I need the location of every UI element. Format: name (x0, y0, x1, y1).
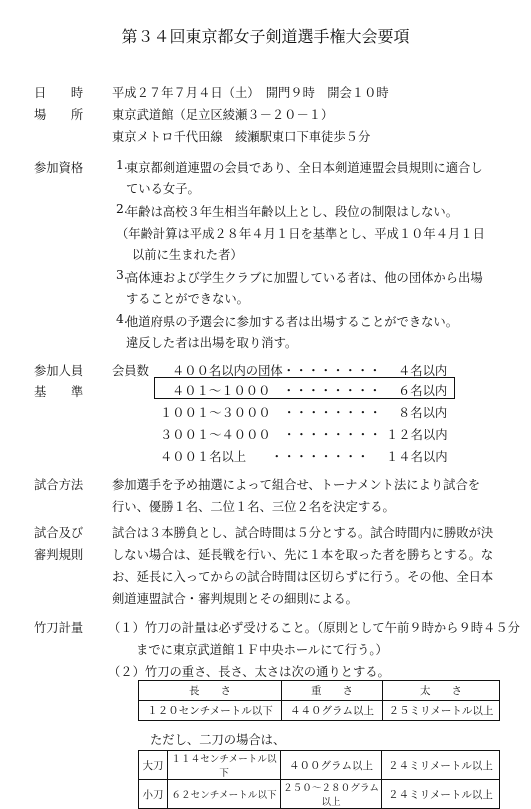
participant-row-2-count: ６名以内 (398, 384, 448, 398)
eligibility-item-2-line3: 以前に生まれた者） (132, 248, 243, 262)
shinai-spec-table (138, 680, 500, 721)
venue-label: 場 所 (34, 108, 84, 122)
eligibility-item-3-line1: 高体連および学生クラブに加盟している者は、他の団体から出場 (126, 271, 483, 285)
participant-row-4-count: １２名以内 (386, 428, 448, 442)
nito-length: １１４センチメートル以下 (168, 751, 281, 780)
schedule-text: 平成２７年７月４日（土） 開門９時 開会１０時 (112, 86, 389, 100)
rules-line4: 剣道連盟試合・審判規則とその細則による。 (112, 592, 358, 606)
venue-access: 東京メトロ千代田線 綾瀬駅東口下車徒歩５分 (112, 130, 371, 144)
members-header: 会員数 (112, 364, 149, 378)
nito-weight: ４００グラム以上 (281, 751, 382, 780)
eligibility-num-1: 1. (116, 158, 128, 172)
eligibility-num-3: 3. (116, 268, 128, 282)
rules-label-2: 審判規則 (34, 548, 84, 562)
eligibility-item-3-line2: することができない。 (126, 292, 249, 306)
participant-row-1-range: ４００名以内の団体・・・・・・・・ (172, 364, 382, 378)
nito-note: ただし、二刀の場合は、 (150, 733, 286, 747)
nito-width: ２４ミリメートル以上 (382, 780, 500, 809)
eligibility-item-2-line2: （年齢計算は平成２８年４月１日を基準とし、平成１０年４月１日 (116, 227, 485, 241)
participant-row-4-range: ３００１～４０００ ・・・・・・・・ (160, 428, 382, 442)
nito-kind: 大刀 (139, 751, 168, 780)
shinai-item1-line2: までに東京武道館１Ｆ中央ホールにて行う。） (136, 643, 388, 657)
eligibility-item-4-line1: 他道府県の予選会に参加する者は出場することができない。 (126, 315, 459, 329)
rules-line2: しない場合は、延長戦を行い、先に１本を取った者を勝ちとする。な (112, 548, 494, 562)
eligibility-label: 参加資格 (34, 161, 84, 175)
participants-label: 参加人員 (34, 364, 84, 378)
table-row (139, 681, 500, 701)
participant-row-5-range: ４００１名以上 ・・・・・・・・ (160, 450, 370, 464)
participant-row-3-range: １００１～３０００ ・・・・・・・・ (160, 406, 382, 420)
header-length: 長 さ (139, 681, 282, 701)
rules-line1: 試合は３本勝負とし、試合時間は５分とする。試合時間内に勝敗が決 (112, 526, 494, 540)
match-method-label: 試合方法 (34, 478, 84, 492)
eligibility-item-2-line1: 年齢は高校３年生相当年齢以上とし、段位の制限はしない。 (126, 205, 459, 219)
rules-line3: お、延長に入ってからの試合時間は区切らずに行う。その他、全日本 (112, 570, 494, 584)
eligibility-num-4: 4. (116, 312, 128, 326)
eligibility-item-4-line2: 違反した者は出場を取り消す。 (126, 336, 298, 350)
nito-weight: ２５０～２８０グラム以上 (281, 780, 382, 809)
match-method-line2: 行い、優勝１名、二位１名、三位２名を決定する。 (112, 500, 395, 514)
header-weight: 重 さ (282, 681, 383, 701)
eligibility-item-1-line1: 東京都剣道連盟の会員であり、全日本剣道連盟会員規則に適合し (126, 161, 483, 175)
participant-row-3-count: ８名以内 (398, 406, 448, 420)
participant-row-2-range: ４０１～１０００ ・・・・・・・・ (172, 384, 382, 398)
header-width: 太 さ (383, 681, 500, 701)
eligibility-num-2: 2. (116, 202, 128, 216)
participant-row-5-count: １４名以内 (386, 450, 448, 464)
schedule-label: 日 時 (34, 86, 84, 100)
shinai-item1-line1: （１）竹刀の計量は必ず受けること。（原則として午前９時から９時４５分 (108, 621, 520, 635)
nito-table (138, 750, 500, 809)
match-method-line1: 参加選手を予め抽選によって組合せ、トーナメント法により試合を (112, 478, 481, 492)
rules-label: 試合及び (34, 526, 84, 540)
shinai-item2: （２）竹刀の重さ、長さ、太さは次の通りとする。 (108, 665, 390, 679)
venue-address: 東京武道館（足立区綾瀬３－２０－１） (112, 108, 334, 122)
page-title: 第３４回東京都女子剣道選手権大会要項 (121, 27, 410, 46)
table-row (139, 751, 500, 780)
value-length: １２０センチメートル以下 (139, 701, 282, 721)
participant-row-1-count: ４名以内 (398, 364, 448, 378)
shinai-label: 竹刀計量 (34, 621, 84, 635)
value-weight: ４４０グラム以上 (282, 701, 383, 721)
nito-width: ２４ミリメートル以上 (382, 751, 500, 780)
table-row (139, 780, 500, 809)
nito-length: ６２センチメートル以下 (168, 780, 281, 809)
participants-label-2: 基 準 (34, 385, 84, 399)
table-row (139, 701, 500, 721)
value-width: ２５ミリメートル以上 (383, 701, 500, 721)
eligibility-item-1-line2: ている女子。 (126, 182, 200, 196)
nito-kind: 小刀 (139, 780, 168, 809)
